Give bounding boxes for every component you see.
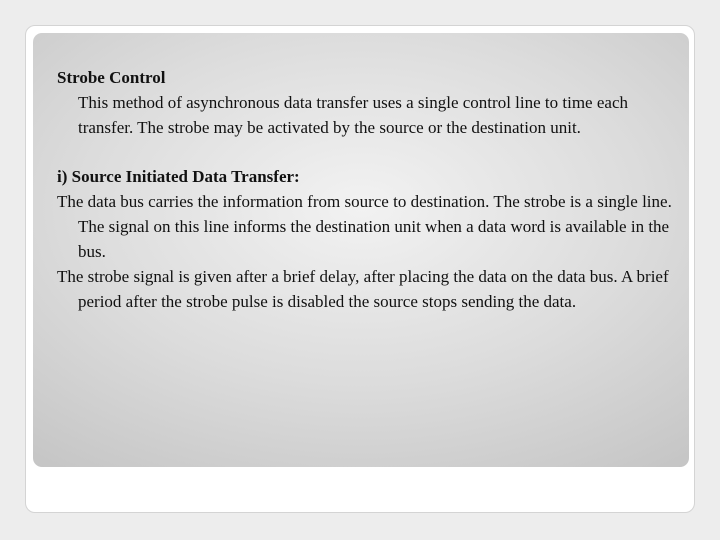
- slide-content: [57, 65, 687, 314]
- body-paragraph: The strobe signal is given after a brief delay, after placing the data on the data bus. A brief period after the strobe pulse is disabled the source stops sending the data.: [57, 267, 669, 311]
- content-panel: [33, 33, 689, 467]
- section-heading: i) Source Initiated Data Transfer:: [57, 167, 300, 186]
- intro-paragraph: This method of asynchronous data transfer uses a single control line to time each transfer. The strobe may be activated by the source or the destination unit.: [78, 93, 628, 137]
- body-paragraph: The data bus carries the information from source to destination. The strobe is a single line. The signal on this line informs the destination unit when a data word is available in the bus.: [57, 192, 672, 261]
- slide: [25, 25, 695, 513]
- slide-title: Strobe Control: [57, 68, 166, 87]
- spacer: [57, 140, 687, 164]
